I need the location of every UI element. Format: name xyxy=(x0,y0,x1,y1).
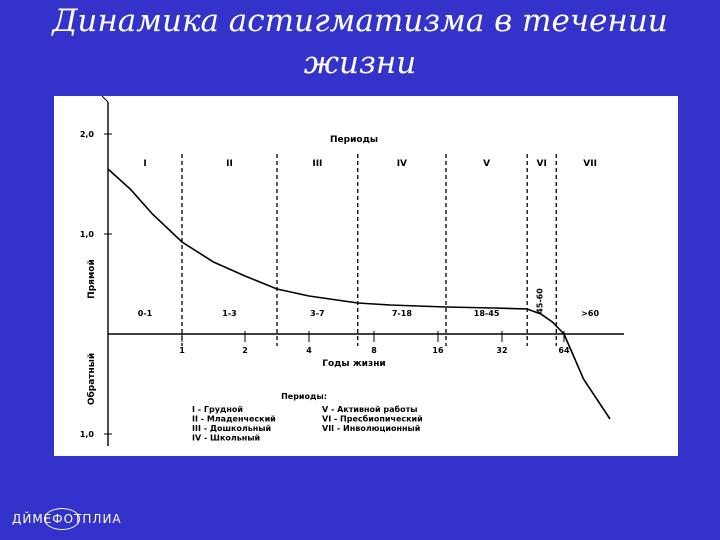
y-tick-label: 1,0 xyxy=(79,230,94,239)
period-range-label: 0-1 xyxy=(137,309,153,318)
period-roman-label: II xyxy=(226,159,233,169)
x-axis-label: Годы жизни xyxy=(322,359,386,369)
legend-item: VII - Инволюционный xyxy=(322,424,421,433)
x-tick-label: 32 xyxy=(496,346,508,355)
period-roman-label: IV xyxy=(396,159,408,169)
y-tick-label: 1,0 xyxy=(79,430,94,439)
period-range-label: 18-45 xyxy=(473,309,500,318)
legend-item: III - Дошкольный xyxy=(192,424,272,433)
slide-title xyxy=(0,0,720,84)
slide-title-line-2: жизни xyxy=(303,45,417,81)
x-tick-label: 1 xyxy=(179,346,185,355)
y-axis-label-bottom: Обратный xyxy=(87,352,97,406)
legend-item: II - Младенческий xyxy=(192,414,276,424)
astigmatism-chart xyxy=(54,96,678,456)
legend-item: VI - Пресбиопический xyxy=(322,414,423,424)
legend-item: V - Активной работы xyxy=(322,405,418,414)
y-tick-label: 2,0 xyxy=(79,130,94,139)
period-roman-label: I xyxy=(143,159,147,169)
astigmatism-curve xyxy=(108,169,610,419)
period-range-label: 45-60 xyxy=(535,288,545,314)
logo-ring-icon xyxy=(44,508,80,530)
period-range-label: 7-18 xyxy=(391,309,412,318)
period-roman-label: VII xyxy=(583,159,597,169)
period-range-label: 1-3 xyxy=(222,309,237,318)
x-tick-label: 4 xyxy=(306,346,312,355)
period-roman-label: V xyxy=(483,159,491,169)
slide-title-line-1: Динамика астигматизма в течении xyxy=(52,3,668,39)
period-range-label: 3-7 xyxy=(310,309,325,318)
legend-item: IV - Школьный xyxy=(192,433,261,443)
logo-text: ДЙМЕФОТПЛИА xyxy=(12,512,122,526)
x-tick-label: 16 xyxy=(432,346,444,355)
legend-item: I - Грудной xyxy=(192,405,243,414)
chart-panel xyxy=(54,96,678,456)
period-roman-label: III xyxy=(312,159,323,169)
period-roman-label: VI xyxy=(536,159,547,169)
chart-title: Периоды xyxy=(330,135,378,145)
x-tick-label: 64 xyxy=(558,346,570,355)
period-range-label: >60 xyxy=(581,309,600,318)
y-axis-arrow xyxy=(102,96,108,102)
legend-title: Периоды: xyxy=(281,392,327,401)
x-tick-label: 2 xyxy=(242,346,248,355)
x-tick-label: 8 xyxy=(371,346,377,355)
y-axis-label-top: Прямой xyxy=(87,259,97,299)
